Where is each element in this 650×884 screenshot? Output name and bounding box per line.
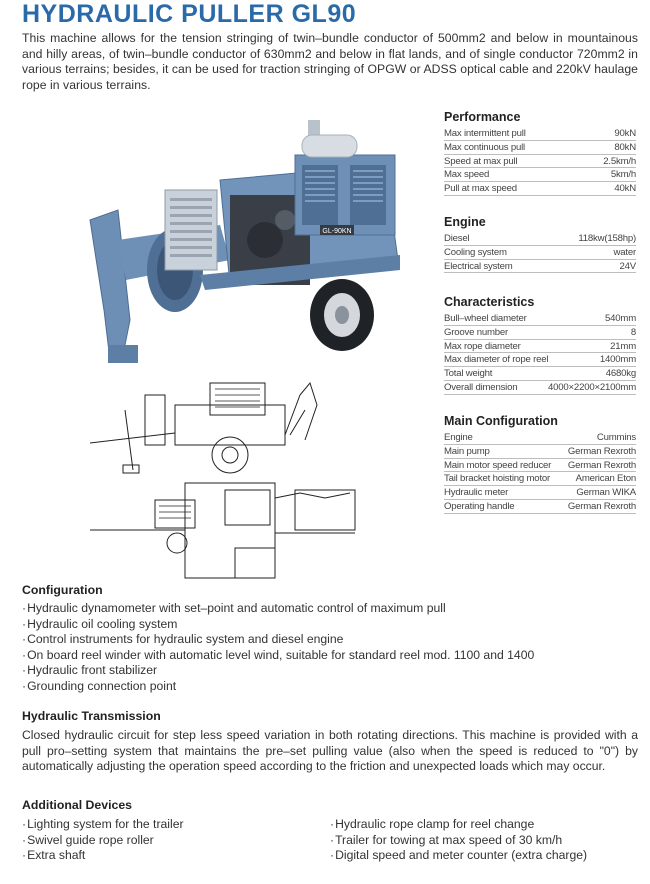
spec-row: Max diameter of rope reel 1400mm <box>444 354 636 366</box>
list-item: · Hydraulic dynamometer with set–point and automatic control of maximum pull <box>22 601 534 617</box>
spec-section-engine <box>444 214 636 293</box>
top-view-drawing <box>85 478 365 583</box>
spec-title: Main Configuration <box>444 414 558 428</box>
spec-row: Total weight 4680kg <box>444 368 636 380</box>
spec-title: Engine <box>444 215 486 229</box>
spec-row: Tail bracket hoisting motor American Eton <box>444 473 636 485</box>
additional-list-right <box>330 817 587 864</box>
spec-tables <box>444 108 636 514</box>
list-item: · Swivel guide rope roller <box>22 833 184 849</box>
intro-paragraph: This machine allows for the tension stringing of twin–bundle conductor of 500mm2 and below in mountainous and hilly areas, of twin–bundle conductor of 630mm2 and below in flat lands, and of single conductor 720mm2 in various terrains; besides, it can be used for traction stringing of OPGW or ADSS optical cable and 220kV haulage rope in various terrains. <box>22 31 638 92</box>
machine-label: GL-90KN <box>322 228 352 235</box>
spec-row: Hydraulic meter German WIKA <box>444 487 636 499</box>
spec-title: Characteristics <box>444 295 535 309</box>
spec-row: Groove number 8 <box>444 326 636 338</box>
spec-row: Overall dimension 4000×2200×2100mm <box>444 381 636 393</box>
list-item: · Lighting system for the trailer <box>22 817 184 833</box>
spec-row: Cooling system water <box>444 246 636 258</box>
additional-list-left <box>22 817 184 864</box>
spec-row: Main motor speed reducer German Rexroth <box>444 459 636 471</box>
spec-row: Max continuous pull 80kN <box>444 141 636 153</box>
spec-row: Engine Cummins <box>444 432 636 443</box>
spec-row: Max intermittent pull 90kN <box>444 128 636 139</box>
list-item: · Extra shaft <box>22 848 184 864</box>
list-item: · On board reel winder with automatic level wind, suitable for standard reel mod. 1100 and 1400 <box>22 648 534 664</box>
list-item: · Control instruments for hydraulic system and diesel engine <box>22 632 534 648</box>
machine-photo <box>80 110 420 375</box>
spec-row: Max rope diameter 21mm <box>444 340 636 352</box>
list-item: · Digital speed and meter counter (extra charge) <box>330 848 587 864</box>
spec-row: Speed at max pull 2.5km/h <box>444 155 636 167</box>
list-item: · Trailer for towing at max speed of 30 km/h <box>330 833 587 849</box>
list-item: · Hydraulic oil cooling system <box>22 617 534 633</box>
spec-row: Electrical system 24V <box>444 260 636 272</box>
spec-row: Main pump German Rexroth <box>444 445 636 457</box>
side-view-drawing <box>85 375 365 480</box>
page-title: HYDRAULIC PULLER GL90 <box>22 0 357 28</box>
list-item: · Hydraulic rope clamp for reel change <box>330 817 587 833</box>
additional-heading: Additional Devices <box>22 798 133 812</box>
spec-section-characteristics <box>444 294 636 412</box>
spec-row: Pull at max speed 40kN <box>444 183 636 195</box>
spec-row: Bull–wheel diameter 540mm <box>444 313 636 324</box>
spec-section-main-configuration <box>444 413 636 514</box>
transmission-paragraph: Closed hydraulic circuit for step less speed variation in both rotating directions. This machine is provided with a pull pro–setting system that maintains the pre–set pulling value (also when the speed is reduced to "0") by automatically adjusting the operation speed according to the friction and unexpected loads which may occur. <box>22 728 638 774</box>
spec-section-performance <box>444 109 636 213</box>
configuration-list <box>22 601 534 694</box>
spec-row: Diesel 118kw(158hp) <box>444 233 636 244</box>
spec-row: Max speed 5km/h <box>444 169 636 181</box>
list-item: · Grounding connection point <box>22 679 534 695</box>
spec-title: Performance <box>444 110 521 124</box>
list-item: · Hydraulic front stabilizer <box>22 663 534 679</box>
transmission-heading: Hydraulic Transmission <box>22 709 161 723</box>
spec-row: Operating handle German Rexroth <box>444 500 636 512</box>
configuration-heading: Configuration <box>22 583 103 597</box>
